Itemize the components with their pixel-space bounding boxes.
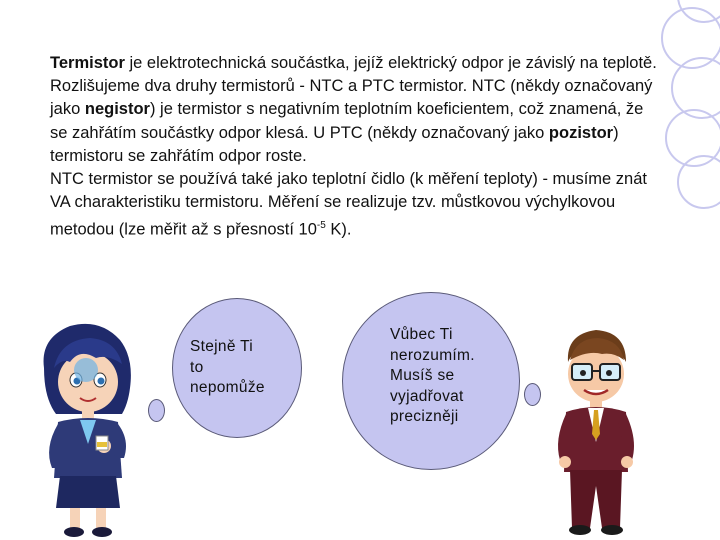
exponent: -5	[316, 220, 326, 232]
paragraph-usage: NTC termistor se používá také jako teplotní čidlo (k měření teploty) - musíme znát VA charakteristiku termistoru. Měření se realizuje tzv. můstkovou výchylkovou metodou (lze měřit až s přesností $10^{-5}$ K).	[50, 170, 647, 239]
term-negistor: negistor	[84, 100, 150, 119]
paragraph-types: Rozlišujeme dva druhy termistorů - NTC a PTC termistor. NTC (někdy označovaný jako negistor) je termistor s negativním teplotním koeficientem, což znamená, že se zahřátím součástky odpor klesá. U PTC (někdy označovaný jako pozistor) termistoru se zahřátím odpor roste.	[50, 77, 653, 165]
paragraph-definition: Termistor je elektrotechnická součástka, jejíž elektrický odpor je závislý na teplotě.	[50, 54, 657, 72]
speech-bubble-right-tail	[524, 383, 541, 406]
term-pozistor: pozistor	[548, 123, 614, 142]
speech-bubble-left-tail	[148, 399, 165, 422]
main-text	[50, 52, 660, 242]
cartoon-woman-icon	[30, 318, 150, 538]
speech-bubble-left-text: Stejně Ti to nepomůže	[190, 338, 265, 396]
cartoon-man-icon	[546, 322, 646, 540]
term-termistor: Termistor	[50, 54, 125, 72]
speech-bubble-right-text: Vůbec Ti nerozumím. Musíš se vyjadřovat precizněji	[390, 326, 475, 425]
